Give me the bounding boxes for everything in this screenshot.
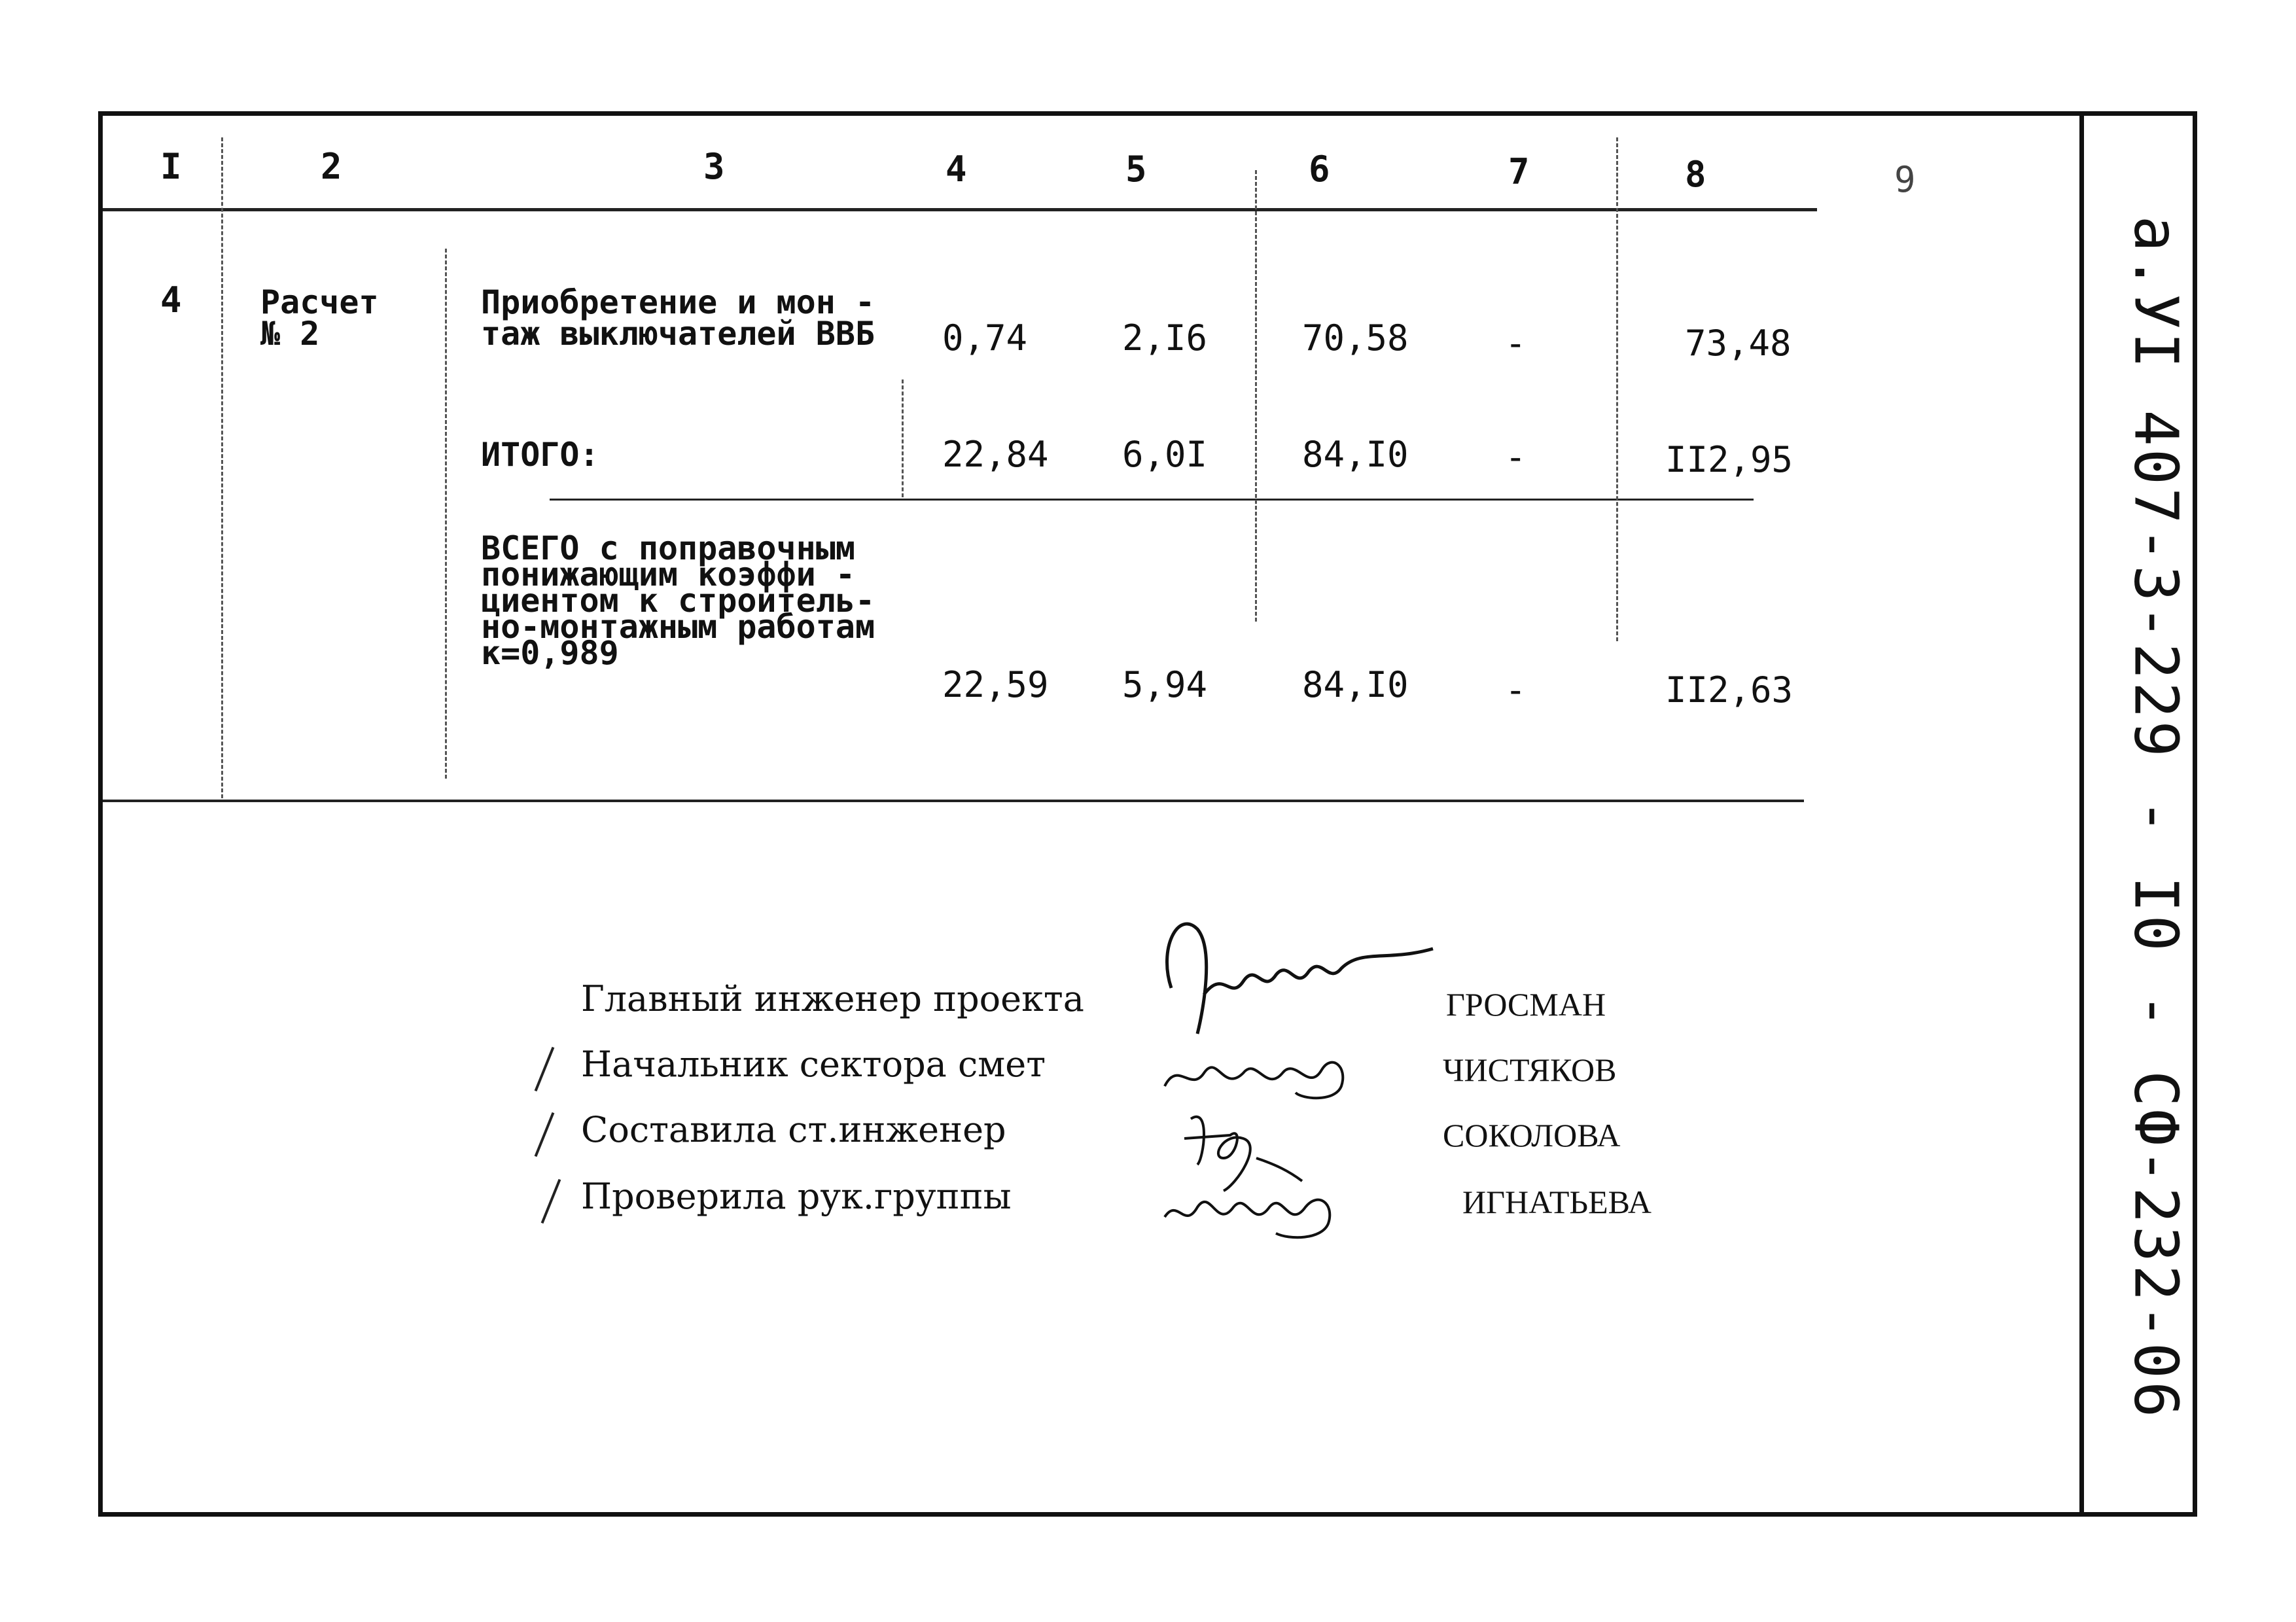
vsego-col7: -	[1505, 669, 1527, 711]
side-document-code: а.УI 407-3-229 - I0 - СФ-232-06	[2121, 215, 2191, 1420]
itogo-col8: II2,95	[1665, 439, 1793, 480]
signature-title-3: Составила ст.инженер	[581, 1109, 1006, 1150]
itogo-col4: 22,84	[942, 434, 1049, 475]
row-col8: 73,48	[1685, 323, 1792, 364]
row-col6: 70,58	[1302, 317, 1409, 359]
col-header-1: I	[160, 146, 182, 187]
row-reference: Расчет № 2	[260, 283, 379, 353]
signature-scribble-1	[1152, 909, 1453, 1040]
col-header-6: 6	[1309, 149, 1330, 190]
vsego-col6: 84,I0	[1302, 664, 1409, 705]
row-number: 4	[160, 279, 182, 321]
signature-name-2: ЧИСТЯКОВ	[1443, 1051, 1617, 1088]
header-rule	[103, 208, 1817, 211]
signature-title-2: Начальник сектора смет	[581, 1044, 1046, 1085]
col-sep-1	[221, 137, 223, 798]
row-col5: 2,I6	[1122, 317, 1208, 359]
itogo-label: ИТОГО:	[481, 436, 599, 474]
col-header-2: 2	[321, 146, 342, 187]
col-sep-5	[1255, 170, 1257, 622]
signature-name-1: ГРОСМАН	[1446, 986, 1606, 1023]
table-bottom-rule	[103, 800, 1804, 802]
vsego-col8: II2,63	[1665, 669, 1793, 711]
signature-name-3: СОКОЛОВА	[1443, 1117, 1621, 1154]
side-strip-divider	[2079, 111, 2084, 1517]
col-sep-2	[445, 249, 447, 779]
col-header-7: 7	[1508, 151, 1530, 192]
vsego-label: ВСЕГО с поправочным понижающим коэффи - циентом к строитель- но-монтажным работам к=0,989	[481, 529, 875, 672]
col-header-3: 3	[703, 146, 725, 187]
row-description: Приобретение и мон - таж выключателей ВВБ	[481, 283, 875, 353]
col-header-5: 5	[1125, 149, 1147, 190]
row-col4: 0,74	[942, 317, 1028, 359]
col-sep-7	[1616, 137, 1618, 641]
vsego-col5: 5,94	[1122, 664, 1208, 705]
col-header-8: 8	[1685, 154, 1706, 195]
itogo-col6: 84,I0	[1302, 434, 1409, 475]
col-sep-3	[902, 379, 904, 497]
signature-title-4: Проверила рук.группы	[581, 1176, 1012, 1217]
signature-name-4: ИГНАТЬЕВА	[1462, 1184, 1651, 1220]
signature-scribble-4	[1158, 1178, 1354, 1250]
col-header-9: 9	[1894, 159, 1916, 200]
vsego-col4: 22,59	[942, 664, 1049, 705]
col-header-4: 4	[945, 149, 967, 190]
row-col7: -	[1505, 323, 1527, 364]
signature-title-1: Главный инженер проекта	[581, 978, 1084, 1019]
itogo-rule	[550, 499, 1754, 501]
itogo-col7: -	[1505, 436, 1527, 478]
itogo-col5: 6,0I	[1122, 434, 1208, 475]
